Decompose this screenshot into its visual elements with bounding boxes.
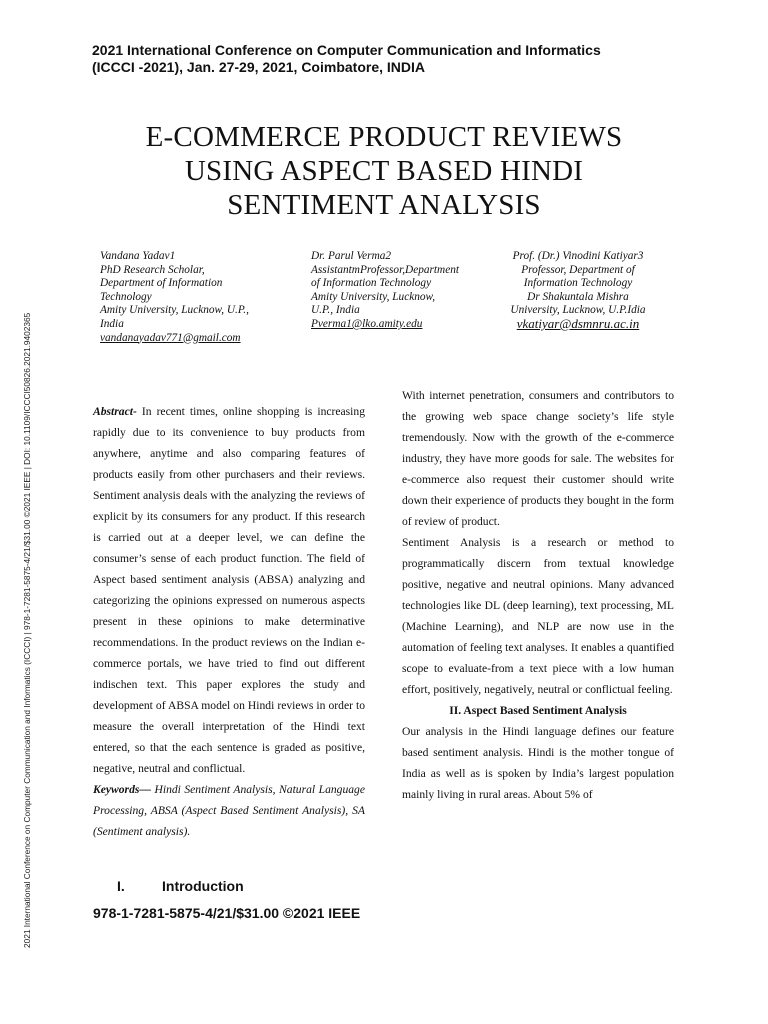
doi-sidebar: 2021 International Conference on Computer Communication and Informatics (ICCCI) | 978-1-7281-5875-4/21/$31.00 ©2021 IEEE | DOI: 10.1109/ICCCI50826.2021.9402365 [22,312,32,948]
author-line: Amity University, Lucknow, [311,290,436,303]
author-email-link[interactable]: Pverma1@lko.amity.edu [311,317,423,330]
author-line: University, Lucknow, U.P.Idia [510,304,646,317]
paragraph: Sentiment Analysis is a research or method to programmatically discern from textual knowledge positive, negative and neutral opinions. Many advanced technologies like DL (deep learning), text processing, ML (Machine Learning), and NLP are now use in the automation of feeling text analyses. It enables a quantified scope to evaluate-from a text piece with a low human effort, positively, negatively, neutral or conflictual feeling. [402,536,674,696]
author-line: PhD Research Scholar, [100,263,205,276]
title-line: SENTIMENT ANALYSIS [227,189,541,221]
author-block-3 [493,250,663,331]
left-column [93,401,365,842]
isbn-line: 978-1-7281-5875-4/21/$31.00 ©2021 IEEE [93,905,361,921]
introduction-heading [117,878,244,894]
paragraph: Our analysis in the Hindi language defines our feature based sentiment analysis. Hindi is the mother tongue of India as well as is spoken by India’s largest population mainly living in rural areas. About 5% of [402,725,674,801]
section-title: Introduction [162,878,244,894]
author-line: Dr. Parul Verma2 [311,250,392,262]
conference-line: 2021 International Conference on Computer Communication and Informatics [92,42,601,58]
author-email-link[interactable]: vandanayadav771@gmail.com [100,331,241,344]
author-line: Prof. (Dr.) Vinodini Katiyar3 [512,250,644,262]
abstract-label: Abstract- [93,405,137,418]
section-number: I. [117,878,125,894]
author-line: AssistantmProfessor,Department [311,263,460,276]
author-line: Dr Shakuntala Mishra [527,290,629,303]
author-line: Professor, Department of [521,263,635,276]
title-line: E-COMMERCE PRODUCT REVIEWS [145,121,623,153]
author-line: Amity University, Lucknow, U.P., [100,304,249,317]
author-line: of Information Technology [311,277,432,290]
paragraph: With internet penetration, consumers and contributors to the growing web space change society’s life style tremendously. Now with the growth of the e-commerce industry, they have more goods for sale. The websites for e-commerce also request their customer should write down their experience of products they bought in the form of review of product. [402,389,674,528]
author-line: Information Technology [523,277,633,290]
author-line: Vandana Yadav1 [100,250,176,262]
author-block-2 [311,250,491,332]
author-block-1 [100,250,290,345]
title-line: USING ASPECT BASED HINDI [184,155,584,187]
keywords-label: Keywords— [93,783,151,796]
keywords-text: Hindi Sentiment Analysis, Natural Language Processing, ABSA (Aspect Based Sentiment Analysis), SA (Sentiment analysis). [93,783,365,838]
author-line: Department of Information [100,277,223,290]
abstract [93,401,365,779]
conference-header [92,42,712,76]
author-line: India [100,317,124,330]
abstract-text: In recent times, online shopping is increasing rapidly due to its convenience to buy products from anywhere, anytime and also comparing features of products easily from other purchasers and their reviews. Sentiment analysis deals with the analyzing the reviews of explicit by its consumers for any product. If this research is carried out at a deeper level, we can define the consumer’s sense of each product function. The field of Aspect based sentiment analysis (ABSA) analyzing and categorizing the opinions expressed on numerous aspects present in these opinions to make determinative recommendations. In the product reviews on the Indian e-commerce portals, we have tried to find out different indischen text. This paper explores the study and development of ABSA model on Hindi reviews in order to measure the overall interpretation of the Hindi text entered, so that the each sentence is graded as positive, negative, neutral and conflictual. [93,405,365,775]
section-heading: II. Aspect Based Sentiment Analysis [449,704,627,717]
conference-line: (ICCCI -2021), Jan. 27-29, 2021, Coimbatore, INDIA [92,59,425,75]
author-line: U.P., India [311,304,360,317]
paper-title [84,120,684,222]
right-column [402,385,674,805]
author-line: Technology [100,290,152,303]
author-email-link[interactable]: vkatiyar@dsmnru.ac.in [516,315,640,331]
keywords [93,779,365,842]
